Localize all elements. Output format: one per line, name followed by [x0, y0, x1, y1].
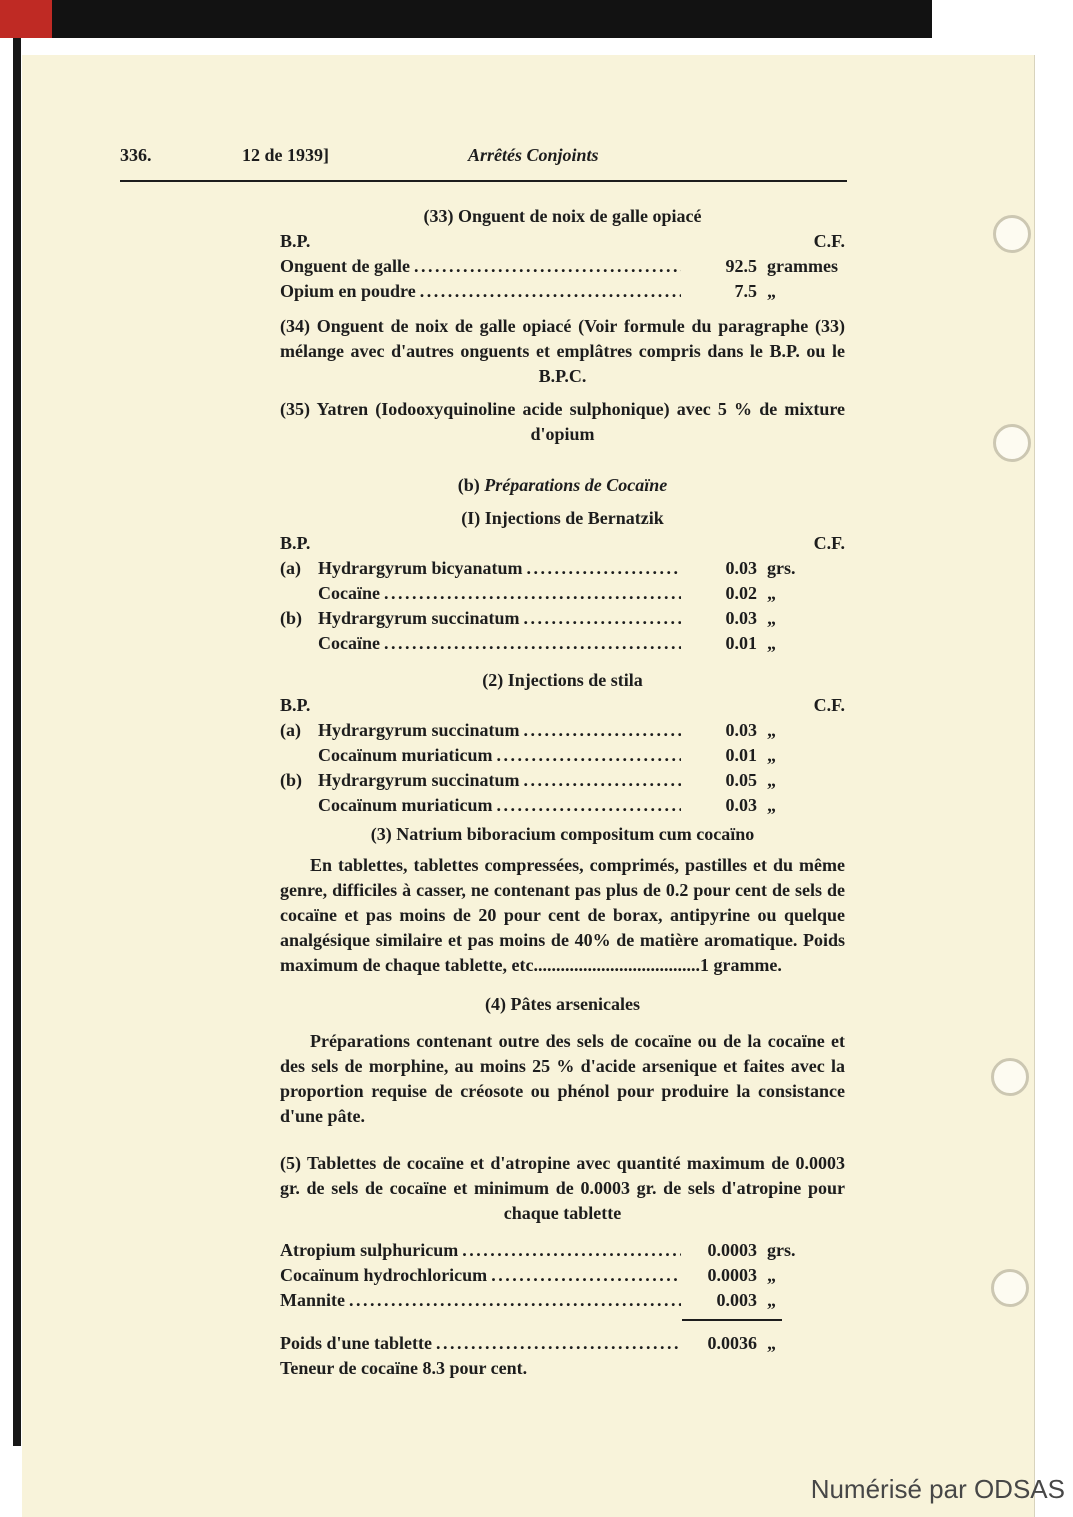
- ingredient-quantity: 0.03: [725, 608, 757, 628]
- ingredient-quantity: 0.0003: [707, 1240, 757, 1260]
- section-35-paragraph: (35) Yatren (Iodooxyquinoline acide sulphonique) avec 5 % de mixture d'opium: [280, 399, 845, 444]
- total-unit: „: [767, 1333, 776, 1353]
- dot-leader: [414, 254, 681, 279]
- ingredient-name: Cocaïnum hydrochloricum: [280, 1265, 488, 1285]
- dot-leader: [384, 631, 681, 656]
- ingredient-row: [280, 254, 845, 279]
- ingredient-row: [280, 1238, 845, 1263]
- ingredient-name: Cocaïne: [318, 583, 380, 603]
- ingredient-unit: „: [767, 1265, 776, 1285]
- ingredient-quantity: 0.003: [716, 1290, 757, 1310]
- ingredient-name: Cocaïnum muriaticum: [318, 795, 493, 815]
- cf-column-label: C.F.: [813, 695, 845, 715]
- ingredient-row: [280, 743, 845, 768]
- document-page: [22, 55, 1035, 1517]
- bernatzik-heading: (I) Injections de Bernatzik: [461, 508, 664, 528]
- page-header: [120, 143, 847, 168]
- total-row: [280, 1331, 845, 1356]
- dot-leader: [497, 743, 682, 768]
- ingredient-unit: grammes: [767, 256, 838, 276]
- section-5-table: [280, 1238, 845, 1381]
- section-3-paragraph: En tablettes, tablettes compressées, comprimés, pastilles et du même genre, difficiles à casser, ne contenant pas plus de 0.2 pour cent de sels de cocaïne et pas moins de 20 pour cent de borax, antipyrine ou quelque analgésique similaire et pas moins de 40% de matière aromatique. Poids maximum de chaque tablette, etc.....................................1 gramme.: [280, 855, 845, 975]
- bp-cf-header-row: [280, 693, 845, 718]
- punch-hole-icon: [991, 1269, 1029, 1307]
- ingredient-unit: grs.: [767, 1240, 796, 1260]
- page-content: [120, 143, 847, 1381]
- ingredient-unit: „: [767, 633, 776, 653]
- ingredient-row: [280, 279, 845, 304]
- ingredient-name: Onguent de galle: [280, 256, 411, 276]
- dot-leader: [462, 1238, 681, 1263]
- ingredient-name: Hydrargyrum succinatum: [318, 608, 520, 628]
- bp-column-label: B.P.: [280, 231, 311, 251]
- ingredient-quantity: 0.01: [725, 745, 757, 765]
- digitization-watermark: Numérisé par ODSAS: [810, 1474, 1065, 1504]
- ingredient-row: [280, 581, 845, 606]
- ingredient-quantity: 0.03: [725, 558, 757, 578]
- ingredient-unit: „: [767, 795, 776, 815]
- dot-leader: [384, 581, 681, 606]
- ingredient-row: [280, 768, 845, 793]
- ingredient-row: [280, 1288, 845, 1313]
- dot-leader: [497, 793, 682, 818]
- document-reference: 12 de 1939]: [242, 145, 329, 165]
- bp-column-label: B.P.: [280, 695, 311, 715]
- ingredient-unit: „: [767, 281, 776, 301]
- ingredient-quantity: 0.02: [725, 583, 757, 603]
- ingredient-unit: „: [767, 745, 776, 765]
- punch-hole-icon: [993, 424, 1031, 462]
- punch-hole-icon: [991, 1058, 1029, 1096]
- row-index: (a): [280, 720, 301, 740]
- dot-leader: [436, 1331, 681, 1356]
- ingredient-name: Hydrargyrum bicyanatum: [318, 558, 523, 578]
- ingredient-unit: „: [767, 608, 776, 628]
- ingredient-unit: „: [767, 720, 776, 740]
- ingredient-unit: „: [767, 770, 776, 790]
- ingredient-name: Cocaïnum muriaticum: [318, 745, 493, 765]
- bp-cf-header-row: [280, 229, 845, 254]
- ingredient-quantity: 0.03: [725, 795, 757, 815]
- bp-column-label: B.P.: [280, 533, 311, 553]
- scan-top-edge-bar: [0, 0, 932, 38]
- header-rule: [120, 180, 847, 182]
- dot-leader: [524, 768, 682, 793]
- ingredient-name: Mannite: [280, 1290, 345, 1310]
- dot-leader: [524, 606, 682, 631]
- cf-column-label: C.F.: [813, 533, 845, 553]
- total-label: Poids d'une tablette: [280, 1333, 433, 1353]
- ingredient-name: Atropium sulphuricum: [280, 1240, 459, 1260]
- ingredient-row: [280, 556, 845, 581]
- subsection-b-prefix: (b): [457, 475, 480, 495]
- ingredient-unit: „: [767, 1290, 776, 1310]
- text-column: [280, 204, 845, 1381]
- ingredient-quantity: 92.5: [725, 256, 757, 276]
- page-number: 336.: [120, 145, 152, 165]
- subsection-b-heading: [280, 473, 845, 498]
- dot-leader: [420, 279, 681, 304]
- section-4-heading: (4) Pâtes arsenicales: [485, 994, 640, 1014]
- subsection-b-title: Préparations de Cocaïne: [484, 475, 668, 495]
- section-4-paragraph: Préparations contenant outre des sels de cocaïne ou de la cocaïne et des sels de morphine, au moins 25 % d'acide arsenique et faites avec la proportion requise de créosote ou phénol pour produire la consistance d'une pâte.: [280, 1031, 845, 1126]
- row-index: (a): [280, 558, 301, 578]
- sum-rule: [682, 1319, 782, 1321]
- ingredient-row: [280, 793, 845, 818]
- section-5-heading: (5) Tablettes de cocaïne et d'atropine avec quantité maximum de 0.0003 gr. de sels de cocaïne et minimum de 0.0003 gr. de sels d'atropine pour chaque tablette: [280, 1153, 845, 1223]
- punch-hole-icon: [993, 215, 1031, 253]
- ingredient-quantity: 0.0003: [707, 1265, 757, 1285]
- dot-leader: [491, 1263, 681, 1288]
- section-3-heading: (3) Natrium biboracium compositum cum cocaïno: [370, 824, 755, 844]
- ingredient-quantity: 7.5: [734, 281, 757, 301]
- dot-leader: [349, 1288, 681, 1313]
- ingredient-row: [280, 606, 845, 631]
- section-34-paragraph: (34) Onguent de noix de galle opiacé (Voir formule du paragraphe (33) mélange avec d'autres onguents et emplâtres compris dans le B.P. ou le B.P.C.: [280, 316, 845, 386]
- ingredient-quantity: 0.01: [725, 633, 757, 653]
- ingredient-unit: „: [767, 583, 776, 603]
- row-index: (b): [280, 770, 302, 790]
- ingredient-name: Hydrargyrum succinatum: [318, 720, 520, 740]
- stila-heading: (2) Injections de stila: [482, 670, 643, 690]
- ingredient-row: [280, 631, 845, 656]
- cf-column-label: C.F.: [813, 231, 845, 251]
- total-quantity: 0.0036: [707, 1333, 757, 1353]
- cocaine-content-note: Teneur de cocaïne 8.3 pour cent.: [280, 1358, 528, 1378]
- dot-leader: [527, 556, 682, 581]
- ingredient-quantity: 0.03: [725, 720, 757, 740]
- section-33-heading: (33) Onguent de noix de galle opiacé: [423, 206, 702, 226]
- ingredient-row: [280, 1263, 845, 1288]
- ingredient-unit: grs.: [767, 558, 796, 578]
- dot-leader: [524, 718, 682, 743]
- scan-left-edge-bar: [13, 38, 21, 1446]
- ingredient-name: Hydrargyrum succinatum: [318, 770, 520, 790]
- ingredient-quantity: 0.05: [725, 770, 757, 790]
- document-title: Arrêtés Conjoints: [468, 145, 599, 165]
- ingredient-name: Opium en poudre: [280, 281, 416, 301]
- scan-red-corner-mark: [0, 0, 52, 38]
- ingredient-name: Cocaïne: [318, 633, 380, 653]
- row-index: (b): [280, 608, 302, 628]
- ingredient-row: [280, 718, 845, 743]
- bp-cf-header-row: [280, 531, 845, 556]
